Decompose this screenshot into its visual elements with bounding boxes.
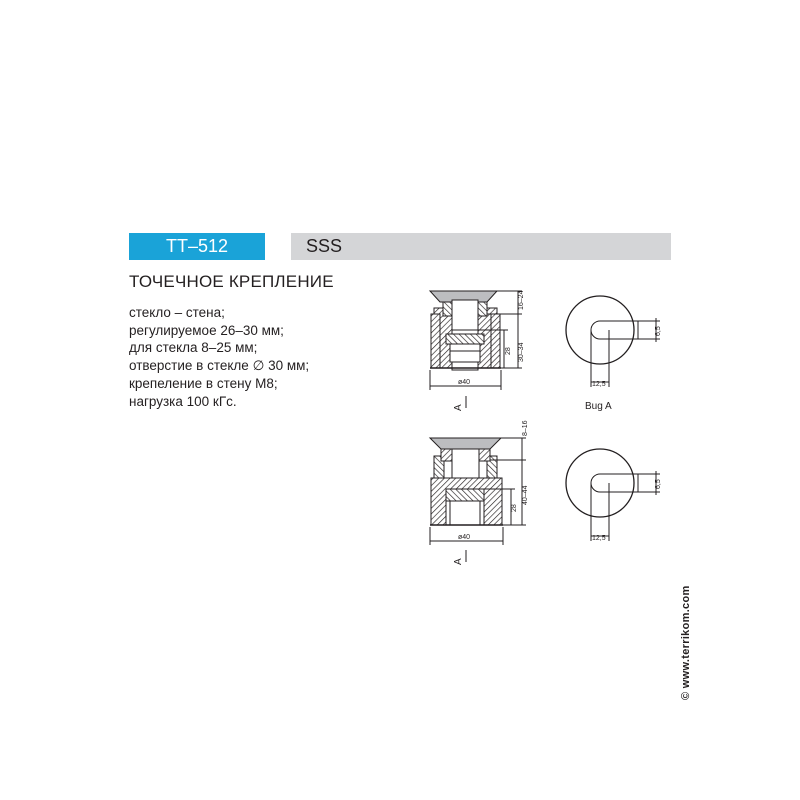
dim-inner-2: 28 [511, 504, 518, 512]
detail-dim-v-1: 6,5 [655, 326, 662, 336]
spec-item: нагрузка 100 кГс. [129, 393, 237, 409]
spec-item: стекло – стена; [129, 305, 225, 320]
detail-dim-h-1: 12,5 [592, 381, 606, 388]
spec-item: отверстие в стекле ∅ 30 мм; [129, 358, 310, 374]
dim-diameter-2: ø40 [458, 534, 471, 541]
section-view-2 [430, 438, 526, 562]
product-code-badge: ТТ–512 [129, 233, 265, 260]
product-title: ТОЧЕЧНОЕ КРЕПЛЕНИЕ [129, 272, 334, 291]
dim-range-2: 40–44 [522, 485, 529, 505]
spec-item: для стекла 8–25 мм; [129, 340, 258, 356]
dim-range-1: 30–34 [518, 342, 525, 362]
detail-dim-v-2: 6,5 [655, 479, 662, 489]
dim-inner-1: 28 [505, 347, 512, 355]
detail-caption: Bug A [585, 401, 612, 412]
section-label-2: A [453, 558, 464, 565]
copyright-text: © www.terrikom.com [680, 585, 692, 700]
detail-view-2 [566, 449, 660, 541]
spec-item: крепеление в стену М8; [129, 375, 278, 391]
spec-item: регулируемое 26–30 мм; [129, 322, 284, 338]
section-label-1: A [453, 404, 464, 411]
dim-top-1: 16–24 [518, 290, 525, 310]
series-bar: SSS [291, 233, 671, 260]
dim-diameter-1: ø40 [458, 379, 471, 386]
detail-view-1 [566, 296, 660, 387]
detail-dim-h-2: 12,5 [592, 535, 606, 542]
dim-top-2: 8–16 [522, 420, 529, 436]
